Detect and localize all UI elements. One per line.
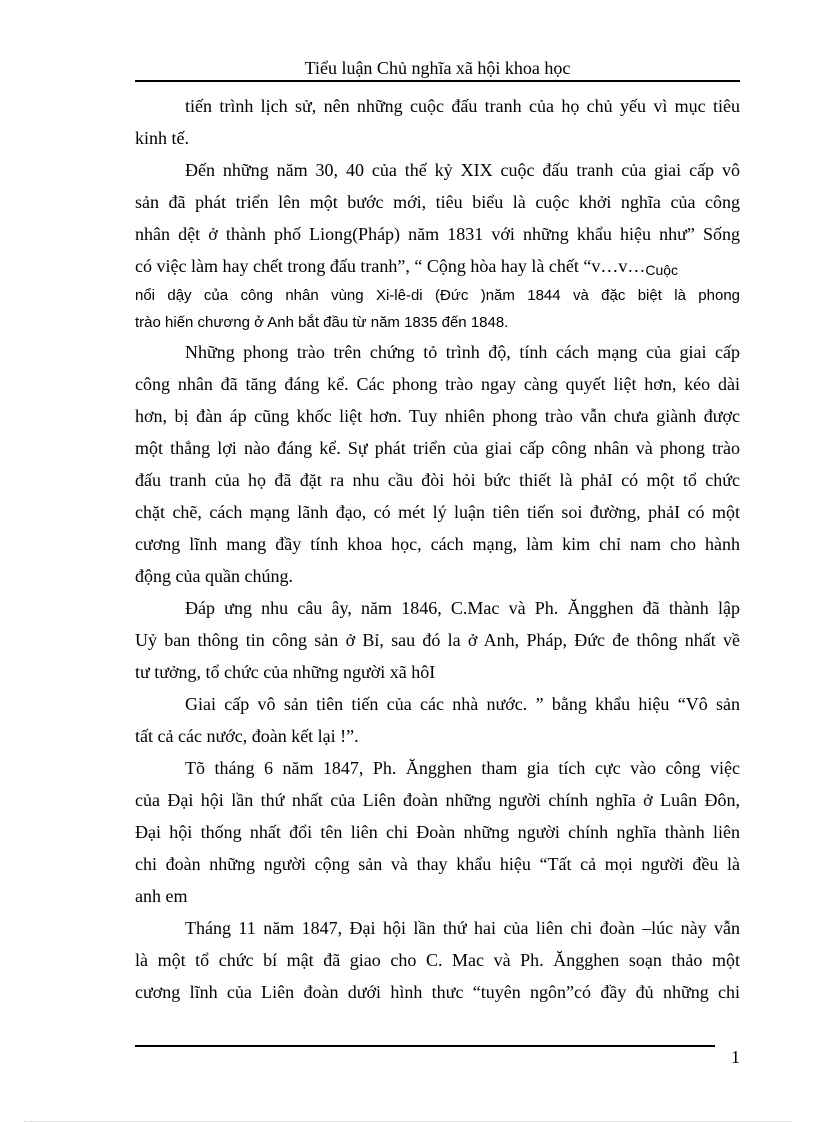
text-line: Giai cấp vô sản tiên tiến của các nhà nước. ” bằng khẩu hiệu “Vô sản bbox=[185, 694, 740, 714]
text-line: Đại hội thống nhất đổi tên liên chi Đoàn những người chính nghĩa thành liên bbox=[135, 822, 740, 842]
text-line: động của quần chúng. bbox=[135, 566, 293, 586]
text-line bbox=[135, 250, 740, 282]
text-line: Tháng 11 năm 1847, Đại hội lần thứ hai của liên chi đoàn –lúc này vẫn bbox=[185, 918, 740, 938]
text-line: tiến trình lịch sử, nên những cuộc đấu tranh của họ chủ yếu vì mục tiêu bbox=[185, 96, 740, 116]
text-line: là một tổ chức bí mật đã giao cho C. Mac và Ph. Ăngghen soạn thảo một bbox=[135, 950, 740, 970]
text-line: sản đã phát triển lên một bước mới, tiêu biểu là cuộc khởi nghĩa của công bbox=[135, 192, 740, 212]
text-line: anh em bbox=[135, 886, 188, 906]
document-body bbox=[135, 90, 740, 1008]
text-line: chi đoàn những người cộng sản và thay khẩu hiệu “Tất cả mọi người đều là bbox=[135, 854, 740, 874]
text-line: Những phong trào trên chứng tỏ trình độ, tính cách mạng của giai cấp bbox=[185, 342, 740, 362]
page-bottom-edge bbox=[24, 1121, 792, 1122]
footer-divider bbox=[135, 1045, 715, 1047]
page-header-title: Tiểu luận Chủ nghĩa xã hội khoa học bbox=[304, 58, 571, 78]
text-line: tất cả các nước, đoàn kết lại !”. bbox=[135, 726, 359, 746]
text-line: Uỷ ban thông tin công sản ở Bỉ, sau đó la ở Anh, Pháp, Đức đe thông nhất về bbox=[135, 630, 740, 650]
text-line: một thắng lợi nào đáng kể. Sự phát triển của giai cấp công nhân và phong trào bbox=[135, 438, 740, 458]
text-line: kinh tế. bbox=[135, 128, 189, 148]
text-line: chặt chẽ, cách mạng lãnh đạo, có mét lý luận tiên tiến soi đường, phảI có một bbox=[135, 502, 740, 522]
text-line: nhân dệt ở thành phố Liong(Pháp) năm 1831 với những khẩu hiệu như” Sống bbox=[135, 224, 740, 244]
text-line: công nhân đã tăng đáng kể. Các phong trào ngay càng quyết liệt hơn, kéo dài bbox=[135, 374, 740, 394]
text-line: cương lĩnh của Liên đoàn dưới hình thưc “tuyên ngôn”có đầy đủ những chi bbox=[135, 982, 740, 1002]
text-fragment-small: Cuộc bbox=[645, 262, 679, 278]
text-line: nổi dậy của công nhân vùng Xi-lê-di (Đức )năm 1844 và đặc biệt là phong bbox=[135, 287, 740, 304]
text-line: trào hiến chương ở Anh bắt đầu từ năm 1835 đến 1848. bbox=[135, 314, 509, 331]
text-line: Tõ tháng 6 năm 1847, Ph. Ăngghen tham gia tích cực vào công việc bbox=[185, 758, 740, 778]
page-number: 1 bbox=[731, 1047, 740, 1067]
text-line: tư tưởng, tổ chức của những người xã hôI bbox=[135, 662, 436, 682]
text-line: Đáp ưng nhu câu ây, năm 1846, C.Mac và Ph. Ăngghen đã thành lập bbox=[185, 598, 740, 618]
text-line: Đến những năm 30, 40 của thế kỷ XIX cuộc đấu tranh của giai cấp vô bbox=[185, 160, 740, 180]
text-line: của Đại hội lần thứ nhất của Liên đoàn những người chính nghĩa ở Luân Đôn, bbox=[135, 790, 740, 810]
text-fragment: có việc làm hay chết trong đấu tranh”, “ Cộng hòa hay là chết “v…v… bbox=[135, 256, 646, 276]
text-line: đấu tranh của họ đã đặt ra nhu cầu đòi hỏi bức thiết là phảI có một tổ chức bbox=[135, 470, 740, 490]
text-line: cương lĩnh mang đầy tính khoa học, cách mạng, làm kim chỉ nam cho hành bbox=[135, 534, 740, 554]
text-line: hơn, bị đàn áp cũng khốc liệt hơn. Tuy nhiên phong trào vẫn chưa giành được bbox=[135, 406, 740, 426]
header-divider bbox=[135, 80, 740, 82]
